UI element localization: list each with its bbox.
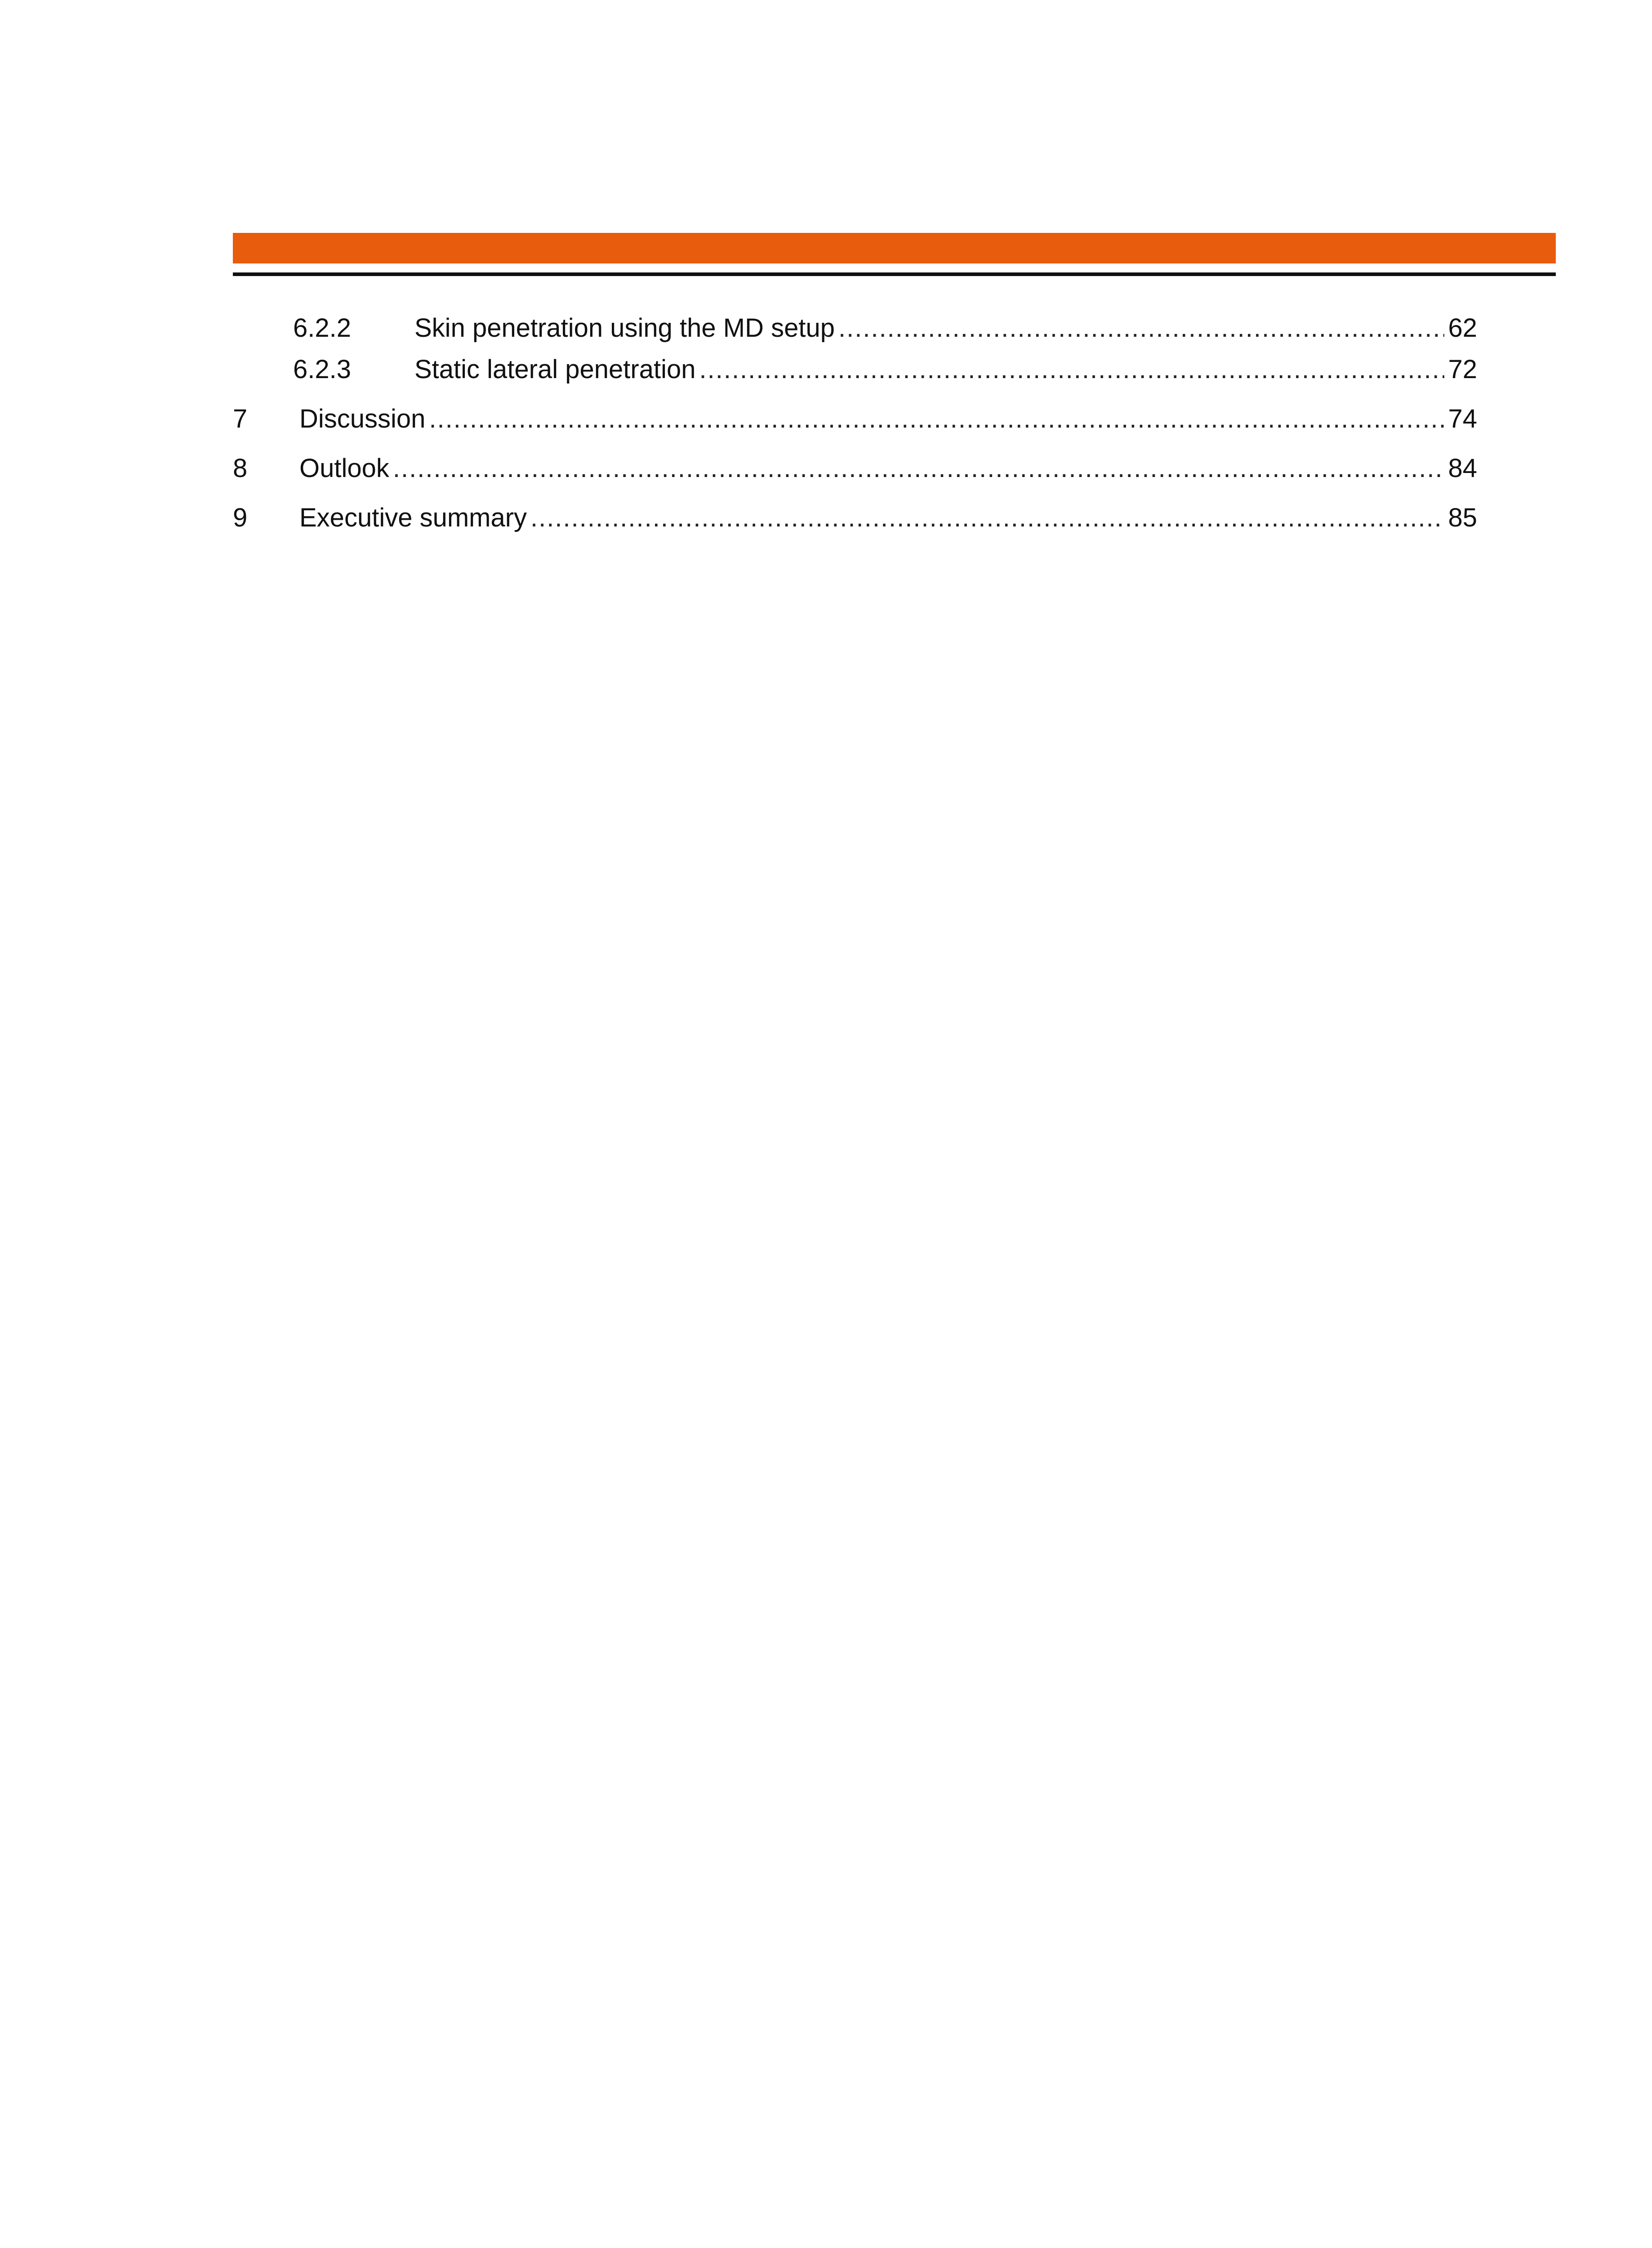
toc-entry-page: 72 xyxy=(1448,355,1477,384)
header-rule xyxy=(233,272,1556,276)
toc-entry-number: 9 xyxy=(233,503,248,532)
toc-entry-number: 8 xyxy=(233,454,248,483)
toc-entry-6-2-3[interactable] xyxy=(293,352,1477,388)
toc-entry-line xyxy=(299,500,1477,536)
toc-entry-page: 74 xyxy=(1448,404,1477,433)
toc-entry-page: 84 xyxy=(1448,454,1477,483)
toc-entry-9[interactable] xyxy=(233,500,1477,536)
toc-entry-title: Executive summary xyxy=(299,503,527,532)
toc-entry-number: 7 xyxy=(233,404,248,433)
header-accent-bar xyxy=(233,233,1556,263)
toc-entry-title: Outlook xyxy=(299,454,389,483)
toc-entry-6-2-2[interactable] xyxy=(293,310,1477,346)
toc-entry-title: Skin penetration using the MD setup xyxy=(414,313,835,343)
toc-entry-7[interactable] xyxy=(233,401,1477,437)
toc-entry-line xyxy=(299,401,1477,437)
toc-dot-leader xyxy=(429,401,1444,437)
toc-entry-page: 85 xyxy=(1448,503,1477,532)
toc-entry-page: 62 xyxy=(1448,313,1477,343)
toc-entry-line xyxy=(414,310,1477,346)
toc-dot-leader xyxy=(530,500,1444,536)
toc-entry-number: 6.2.3 xyxy=(293,355,351,384)
toc-entry-title: Discussion xyxy=(299,404,426,433)
toc-entry-title: Static lateral penetration xyxy=(414,355,696,384)
toc-entry-line xyxy=(299,450,1477,486)
toc-dot-leader xyxy=(838,310,1444,346)
toc-entry-line xyxy=(414,352,1477,388)
toc-dot-leader xyxy=(699,352,1444,388)
toc-entry-number: 6.2.2 xyxy=(293,313,351,343)
toc-entry-8[interactable] xyxy=(233,450,1477,486)
toc-dot-leader xyxy=(393,450,1445,486)
